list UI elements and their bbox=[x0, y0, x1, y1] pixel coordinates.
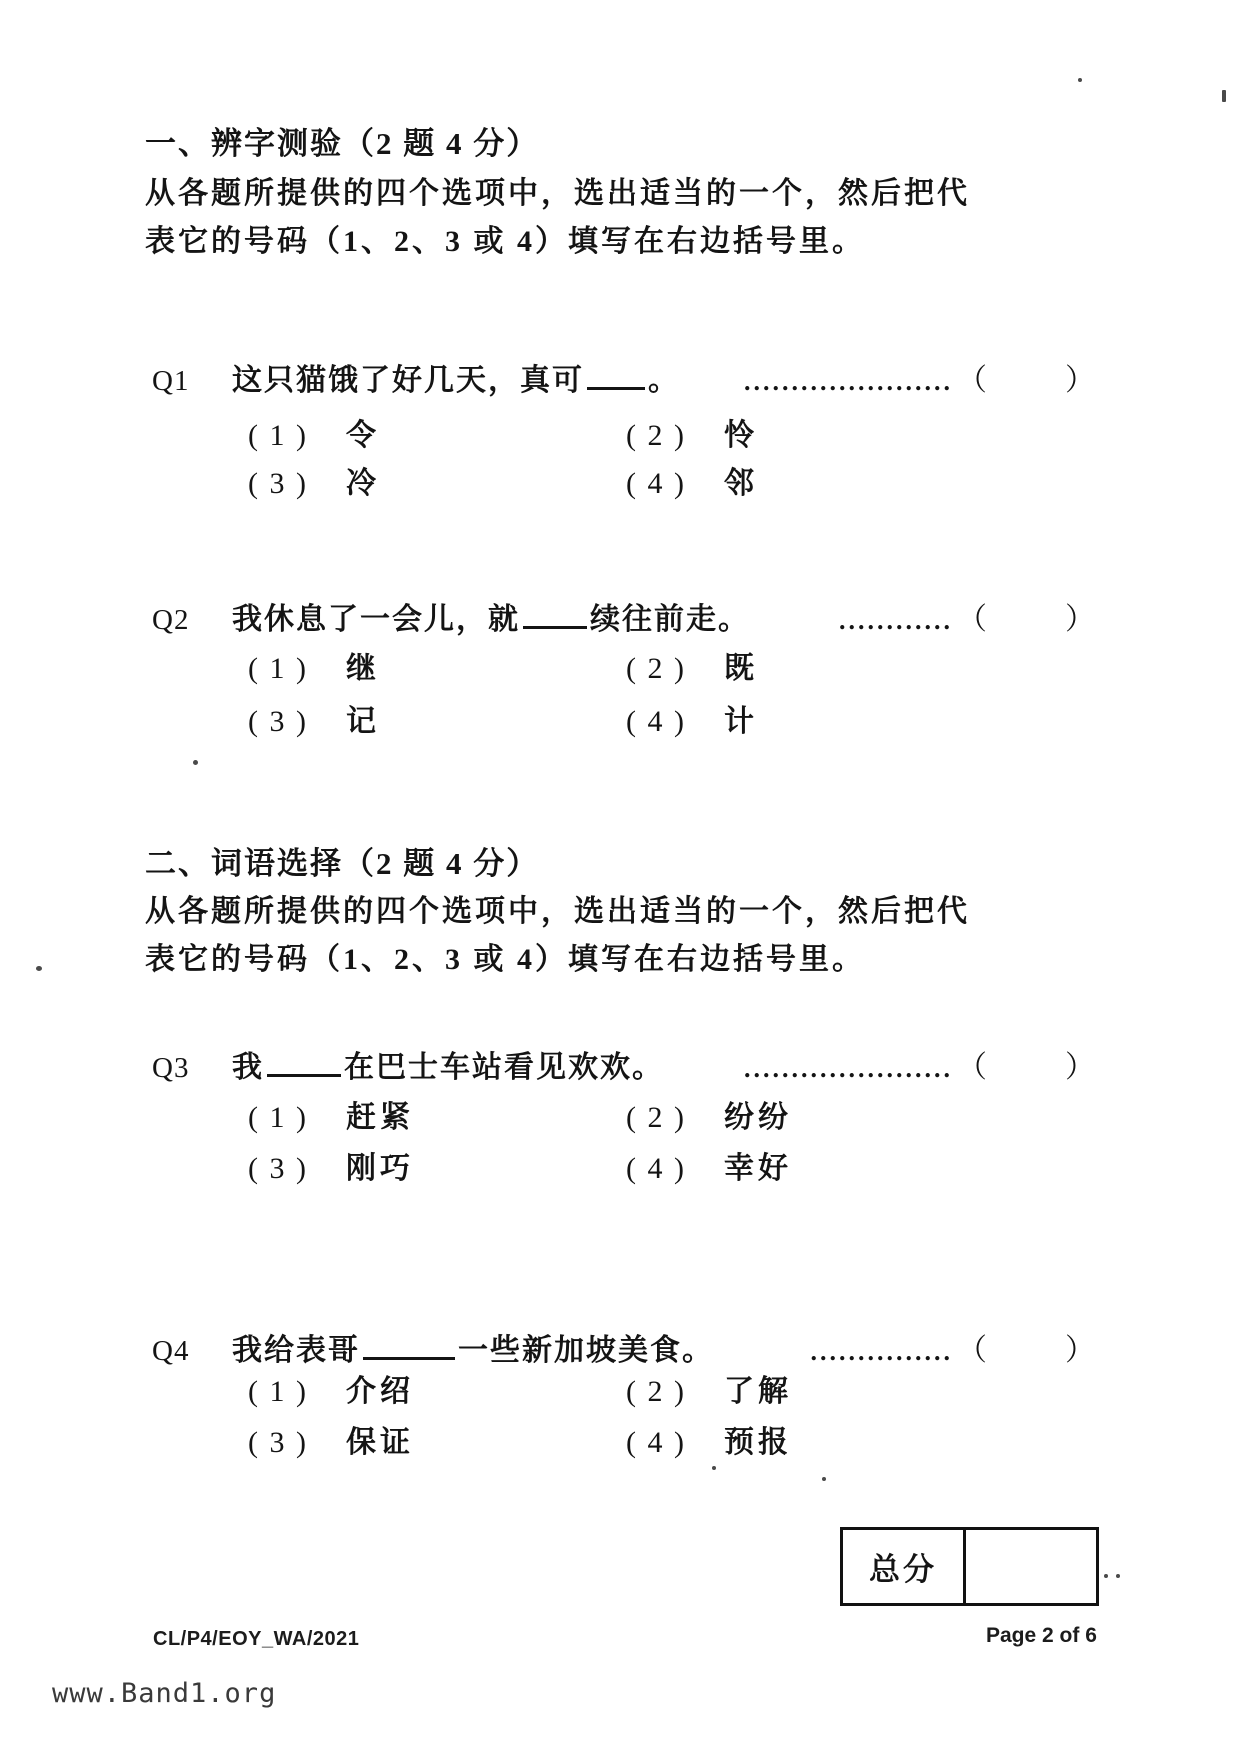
footer-page-number: Page 2 of 6 bbox=[986, 1624, 1097, 1647]
dotted-leader: ...................... bbox=[744, 1054, 953, 1083]
question-stem: 我休息了一会儿，就 续往前走。 bbox=[232, 603, 750, 636]
option-text: 既 bbox=[723, 652, 758, 685]
answer-bracket-close: ） bbox=[1065, 364, 1095, 397]
option-number: ( 1 ) bbox=[248, 652, 308, 685]
scan-noise-dot bbox=[1078, 78, 1082, 82]
dotted-leader: ...................... bbox=[744, 367, 953, 396]
q3-options-row-2 bbox=[248, 1143, 1048, 1187]
option-number: ( 4 ) bbox=[626, 467, 686, 500]
q3-options-row-1 bbox=[248, 1092, 1048, 1136]
section-1-instructions-line-1: 从各题所提供的四个选项中，选出适当的一个，然后把代 bbox=[145, 177, 970, 210]
question-stem: 我 在巴士车站看见欢欢。 bbox=[232, 1051, 664, 1084]
question-stem: 我给表哥 一些新加坡美食。 bbox=[232, 1334, 714, 1367]
option-number: ( 2 ) bbox=[626, 1101, 686, 1134]
option-2 bbox=[626, 410, 1048, 454]
option-text: 了解 bbox=[723, 1375, 792, 1408]
answer-brackets bbox=[957, 355, 1095, 399]
option-number: ( 3 ) bbox=[248, 1152, 308, 1185]
option-1 bbox=[248, 410, 626, 454]
option-3 bbox=[248, 458, 626, 502]
option-1 bbox=[248, 643, 626, 687]
scan-noise-dot bbox=[1222, 90, 1226, 102]
question-number: Q2 bbox=[152, 604, 190, 636]
option-text: 刚巧 bbox=[345, 1152, 414, 1185]
question-stem: 这只猫饿了好几天，真可 。 bbox=[232, 364, 680, 397]
option-number: ( 4 ) bbox=[626, 1426, 686, 1459]
option-4 bbox=[626, 458, 1048, 502]
option-2 bbox=[626, 643, 1048, 687]
option-text: 预报 bbox=[723, 1426, 792, 1459]
answer-blank bbox=[267, 1072, 341, 1077]
option-text: 计 bbox=[723, 705, 758, 738]
answer-bracket-open: （ bbox=[957, 364, 987, 397]
option-number: ( 1 ) bbox=[248, 419, 308, 452]
question-number: Q4 bbox=[152, 1335, 190, 1367]
dotted-leader: ............... bbox=[810, 1337, 953, 1366]
section-2-title: 二、词语选择（2 题 4 分） bbox=[145, 846, 540, 881]
answer-brackets bbox=[957, 1042, 1095, 1086]
question-number: Q3 bbox=[152, 1052, 190, 1084]
option-1 bbox=[248, 1092, 626, 1136]
answer-bracket-close: ） bbox=[1065, 603, 1095, 636]
option-number: ( 1 ) bbox=[248, 1101, 308, 1134]
answer-bracket-open: （ bbox=[957, 603, 987, 636]
footer-paper-code: CL/P4/EOY_WA/2021 bbox=[153, 1628, 360, 1650]
answer-bracket-close: ） bbox=[1065, 1334, 1095, 1367]
q2-options-row-1 bbox=[248, 643, 1048, 687]
option-number: ( 3 ) bbox=[248, 705, 308, 738]
option-3 bbox=[248, 1143, 626, 1187]
answer-blank bbox=[523, 624, 587, 629]
answer-bracket-close: ） bbox=[1065, 1051, 1095, 1084]
scan-noise-dot bbox=[1104, 1574, 1108, 1578]
option-number: ( 1 ) bbox=[248, 1375, 308, 1408]
option-number: ( 3 ) bbox=[248, 467, 308, 500]
question-row-q3 bbox=[152, 1042, 1095, 1086]
q4-options-row-2 bbox=[248, 1417, 1048, 1461]
dotted-leader: ............ bbox=[839, 606, 953, 635]
option-4 bbox=[626, 1417, 1048, 1461]
answer-brackets bbox=[957, 594, 1095, 638]
question-number: Q1 bbox=[152, 365, 190, 397]
option-text: 介绍 bbox=[345, 1375, 414, 1408]
q1-options-row-1 bbox=[248, 410, 1048, 454]
option-text: 纷纷 bbox=[723, 1101, 792, 1134]
option-text: 记 bbox=[345, 705, 380, 738]
scan-noise-dot bbox=[712, 1466, 716, 1470]
option-3 bbox=[248, 696, 626, 740]
section-2-instructions-line-1: 从各题所提供的四个选项中，选出适当的一个，然后把代 bbox=[145, 895, 970, 928]
option-number: ( 4 ) bbox=[626, 705, 686, 738]
answer-blank bbox=[587, 385, 645, 390]
scan-noise-dot bbox=[822, 1477, 826, 1481]
option-number: ( 4 ) bbox=[626, 1152, 686, 1185]
answer-blank bbox=[363, 1355, 455, 1360]
option-4 bbox=[626, 1143, 1048, 1187]
option-text: 赶紧 bbox=[345, 1101, 414, 1134]
question-row-q2 bbox=[152, 594, 1095, 638]
total-score-label: 总分 bbox=[843, 1530, 966, 1603]
option-text: 令 bbox=[345, 419, 380, 452]
q1-options-row-2 bbox=[248, 458, 1048, 502]
option-text: 邻 bbox=[723, 467, 758, 500]
section-1-title: 一、辨字测验（2 题 4 分） bbox=[145, 126, 540, 161]
option-number: ( 2 ) bbox=[626, 652, 686, 685]
q2-options-row-2 bbox=[248, 696, 1048, 740]
section-1-instructions-line-2: 表它的号码（1、2、3 或 4）填写在右边括号里。 bbox=[145, 225, 865, 258]
option-number: ( 2 ) bbox=[626, 1375, 686, 1408]
option-2 bbox=[626, 1366, 1048, 1410]
option-1 bbox=[248, 1366, 626, 1410]
answer-brackets bbox=[957, 1325, 1095, 1369]
total-score-box bbox=[840, 1527, 1099, 1606]
option-4 bbox=[626, 696, 1048, 740]
question-row-q1 bbox=[152, 355, 1095, 399]
scan-noise-dot bbox=[36, 966, 42, 971]
option-text: 继 bbox=[345, 652, 380, 685]
option-text: 保证 bbox=[345, 1426, 414, 1459]
option-text: 冷 bbox=[345, 467, 380, 500]
question-row-q4 bbox=[152, 1325, 1095, 1369]
answer-bracket-open: （ bbox=[957, 1051, 987, 1084]
section-2-instructions-line-2: 表它的号码（1、2、3 或 4）填写在右边括号里。 bbox=[145, 943, 865, 976]
watermark-url: www.Band1.org bbox=[52, 1678, 277, 1709]
option-3 bbox=[248, 1417, 626, 1461]
option-text: 幸好 bbox=[723, 1152, 792, 1185]
option-text: 怜 bbox=[723, 419, 758, 452]
total-score-value-cell bbox=[966, 1530, 1096, 1603]
option-2 bbox=[626, 1092, 1048, 1136]
option-number: ( 3 ) bbox=[248, 1426, 308, 1459]
q4-options-row-1 bbox=[248, 1366, 1048, 1410]
option-number: ( 2 ) bbox=[626, 419, 686, 452]
scan-noise-dot bbox=[193, 760, 198, 765]
answer-bracket-open: （ bbox=[957, 1334, 987, 1367]
scan-noise-dot bbox=[1116, 1574, 1120, 1578]
